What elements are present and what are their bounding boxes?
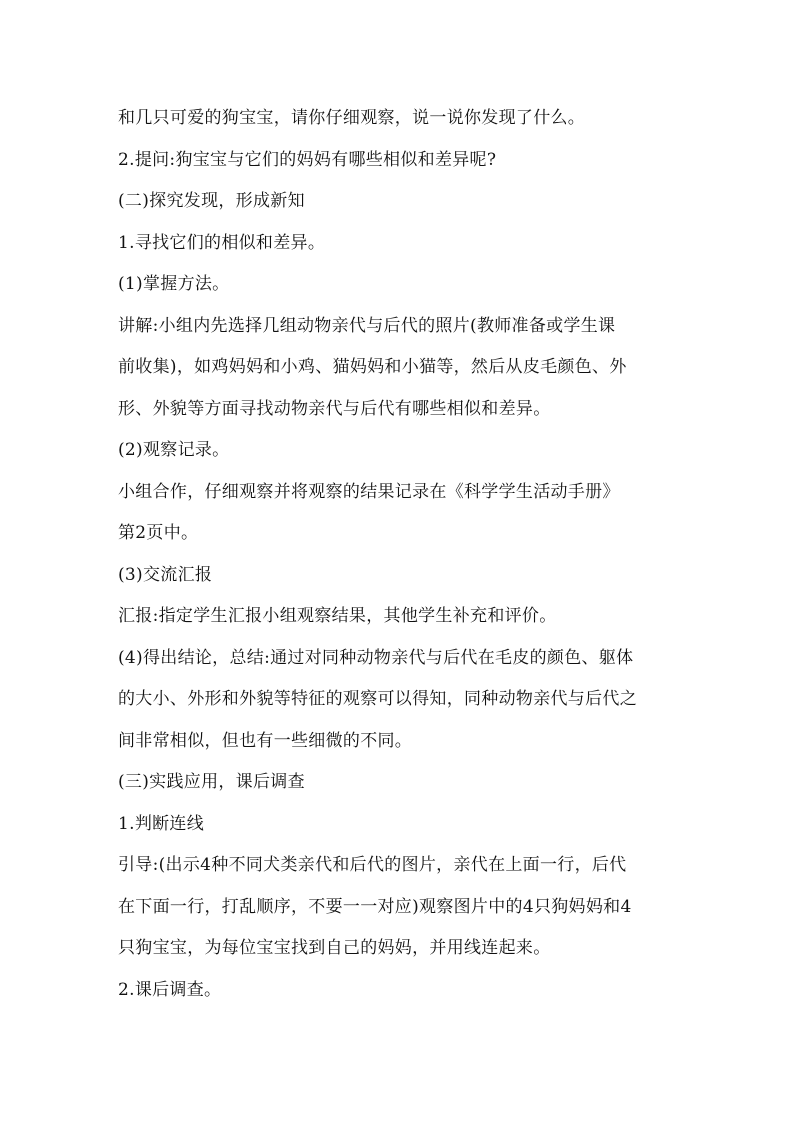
text-line: 和几只可爱的狗宝宝，请你仔细观察，说一说你发现了什么。 (118, 108, 586, 128)
text-line: 前收集)，如鸡妈妈和小鸡、猫妈妈和小猫等，然后从皮毛颜色、外 (118, 357, 627, 377)
text-line: 引导:(出示4种不同犬类亲代和后代的图片，亲代在上面一行，后代 (118, 855, 627, 875)
text-line: 只狗宝宝，为每位宝宝找到自己的妈妈，并用线连起来。 (118, 938, 551, 958)
text-line: 2.课后调查。 (118, 979, 222, 1000)
text-line: 2.提问:狗宝宝与它们的妈妈有哪些相似和差异呢? (118, 149, 497, 170)
text-line: (4)得出结论，总结:通过对同种动物亲代与后代在毛皮的颜色、躯体 (118, 647, 634, 668)
document-body (118, 98, 680, 1011)
text-line: 1.寻找它们的相似和差异。 (118, 232, 326, 253)
text-line: (3)交流汇报 (118, 564, 213, 585)
text-line: 形、外貌等方面寻找动物亲代与后代有哪些相似和差异。 (118, 398, 551, 419)
text-line: (2)观察记录。 (118, 440, 230, 460)
text-line: 1.判断连线 (118, 813, 205, 834)
text-line: 间非常相似，但也有一些细微的不同。 (118, 730, 413, 751)
text-line: 在下面一行，打乱顺序，不要一一对应)观察图片中的4只狗妈妈和4 (118, 896, 632, 917)
text-line: 第2页中。 (118, 523, 199, 543)
text-line: 的大小、外形和外貌等特征的观察可以得知，同种动物亲代与后代之 (118, 689, 637, 709)
text-line: 汇报:指定学生汇报小组观察结果，其他学生补充和评价。 (118, 606, 557, 626)
text-line: (1)掌握方法。 (118, 274, 230, 294)
text-line: 讲解:小组内先选择几组动物亲代与后代的照片(教师准备或学生课 (118, 315, 616, 336)
section-heading: (三)实践应用，课后调查 (118, 772, 305, 792)
section-heading: (二)探究发现，形成新知 (118, 191, 305, 211)
text-line: 小组合作，仔细观察并将观察的结果记录在《科学学生活动手册》 (118, 481, 620, 502)
